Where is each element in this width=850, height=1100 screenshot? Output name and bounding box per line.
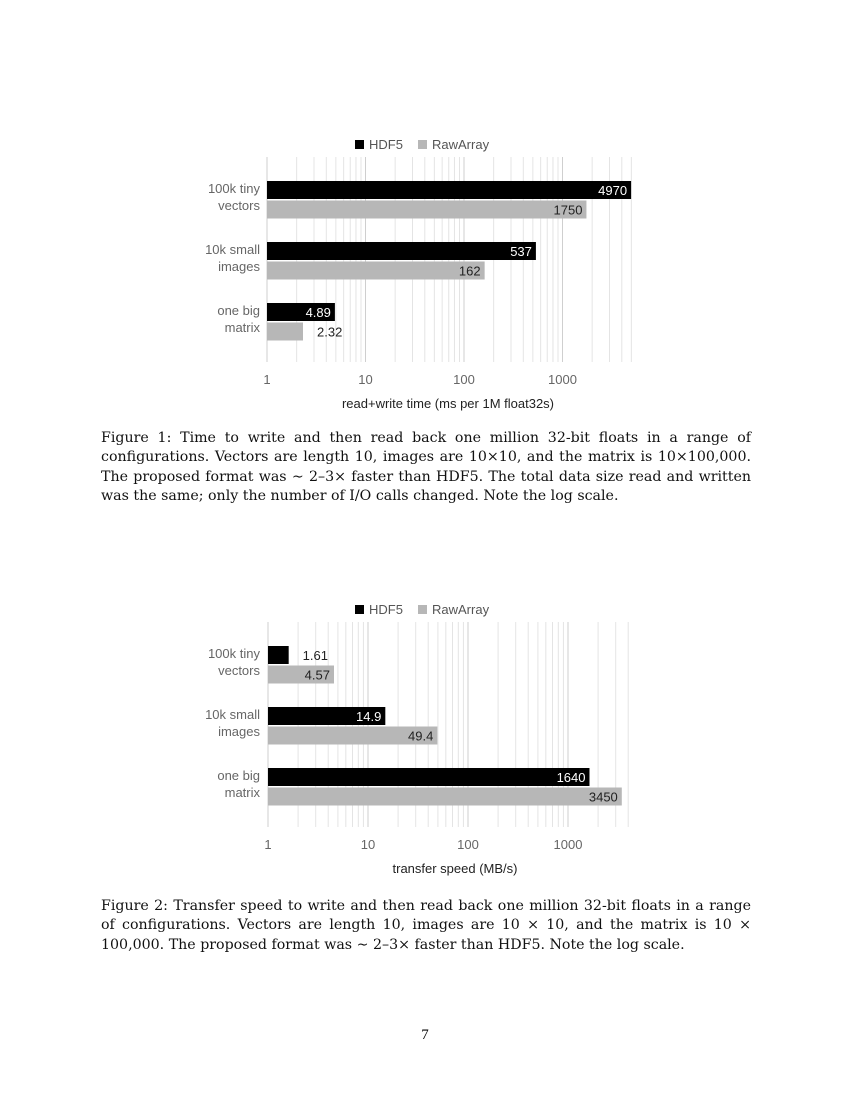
- figure-2-caption: Figure 2: Transfer speed to write and then read back one million 32-bit floats in a range of configurations. Vectors are length 10, images are 10 × 10, and the matrix is 10 × 100,000. The proposed format was ∼ 2–3× faster than HDF5. Note the log scale.: [101, 898, 751, 953]
- data-label: 1750: [553, 202, 583, 218]
- data-label: 4970: [598, 183, 628, 198]
- bar-hdf5: [267, 181, 631, 199]
- x-tick-label: 1: [264, 837, 272, 852]
- x-tick-label: 10: [360, 837, 376, 852]
- legend-label-hdf5: HDF5: [369, 602, 403, 617]
- x-tick-label: 10: [358, 372, 373, 387]
- legend-swatch-hdf5: [355, 140, 364, 149]
- legend-swatch-rawarray: [418, 140, 427, 149]
- category-label: images: [218, 724, 260, 739]
- data-label: 1640: [556, 770, 586, 785]
- data-label: 4.89: [305, 305, 331, 320]
- x-tick-label: 100: [457, 837, 479, 852]
- bar-hdf5: [268, 646, 289, 664]
- bar-hdf5: [267, 242, 536, 260]
- category-label: vectors: [218, 198, 260, 213]
- data-label: 1.61: [302, 648, 328, 663]
- data-label: 3450: [588, 789, 618, 805]
- category-label: matrix: [224, 785, 260, 800]
- bar-hdf5: [268, 768, 589, 786]
- figure-2-chart: [0, 600, 850, 900]
- category-label: images: [218, 259, 260, 274]
- category-label: 100k tiny: [207, 181, 260, 196]
- x-tick-label: 1: [263, 372, 271, 387]
- x-tick-label: 1000: [553, 837, 583, 852]
- category-label: 10k small: [205, 242, 260, 257]
- category-label: 100k tiny: [207, 646, 260, 661]
- page-number: 7: [421, 1027, 429, 1043]
- legend-swatch-hdf5: [355, 605, 364, 614]
- data-label: 4.57: [304, 667, 330, 683]
- category-label: matrix: [224, 320, 260, 335]
- data-label: 49.4: [408, 728, 434, 744]
- bar-rawarray: [267, 201, 586, 219]
- legend-swatch-rawarray: [418, 605, 427, 614]
- data-label: 537: [510, 244, 532, 259]
- legend-label-rawarray: RawArray: [432, 137, 490, 152]
- category-label: one big: [217, 303, 260, 318]
- category-label: vectors: [218, 663, 260, 678]
- x-axis-label: transfer speed (MB/s): [392, 861, 518, 876]
- data-label: 162: [458, 263, 481, 279]
- x-axis-label: read+write time (ms per 1M float32s): [341, 396, 555, 411]
- x-tick-label: 100: [453, 372, 475, 387]
- bar-rawarray: [268, 788, 622, 806]
- data-label: 2.32: [317, 324, 343, 340]
- figure-1-chart: [0, 135, 850, 435]
- category-label: 10k small: [205, 707, 260, 722]
- legend-label-rawarray: RawArray: [432, 602, 490, 617]
- figure-1-caption: Figure 1: Time to write and then read back one million 32-bit floats in a range of configurations. Vectors are length 10, images are 10×10, and the matrix is 10×100,000. The proposed format was ∼ 2–3× faster than HDF5. The total data size read and written was the same; only the number of I/O calls changed. Note the log scale.: [101, 430, 751, 504]
- legend-label-hdf5: HDF5: [369, 137, 403, 152]
- bar-rawarray: [267, 323, 303, 341]
- category-label: one big: [217, 768, 260, 783]
- x-tick-label: 1000: [548, 372, 577, 387]
- bar-rawarray: [267, 262, 485, 280]
- data-label: 14.9: [356, 709, 382, 724]
